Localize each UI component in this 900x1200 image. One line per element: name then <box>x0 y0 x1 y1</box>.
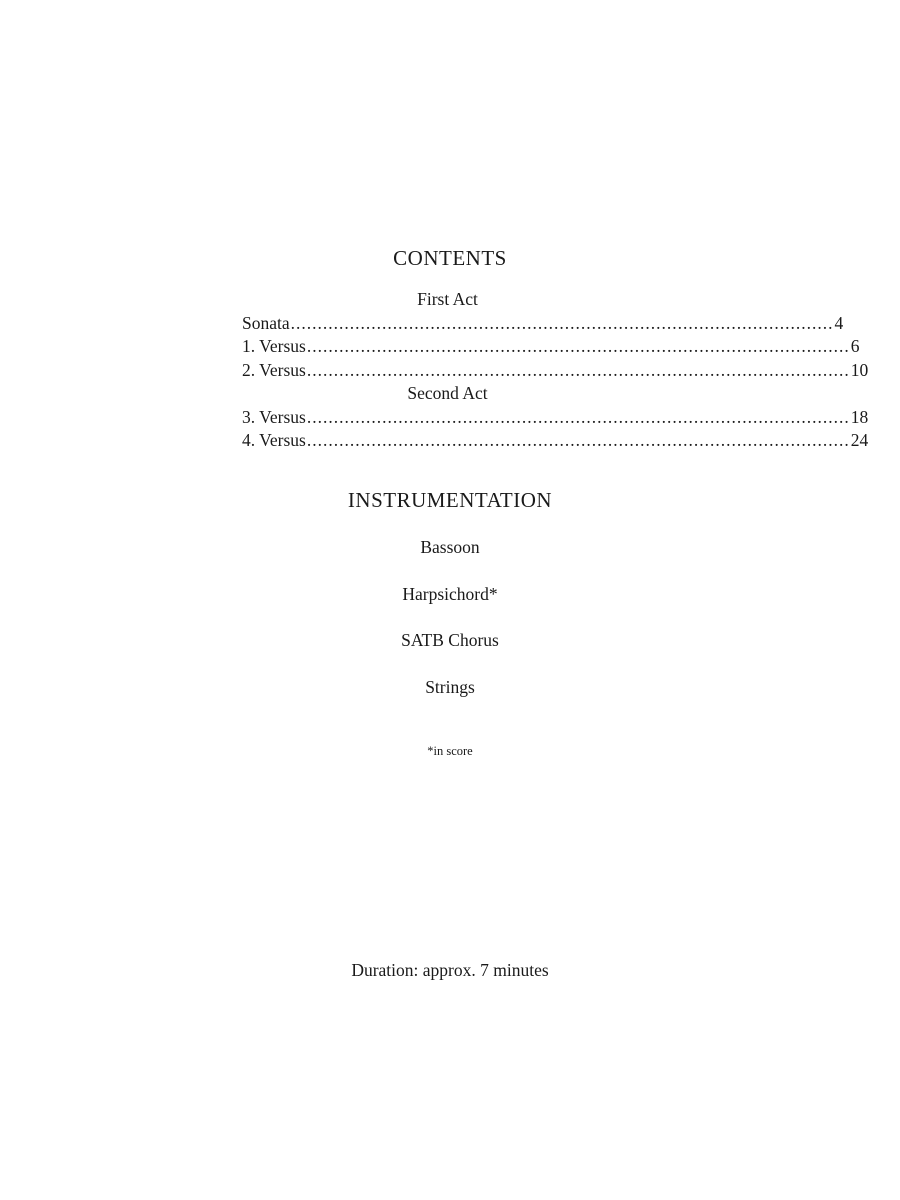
contents-heading: CONTENTS <box>393 246 507 270</box>
toc-entry-label: Sonata <box>242 312 290 333</box>
dot-leader: ..................................................................................................... <box>290 312 834 333</box>
dot-leader: ..................................................................................................... <box>306 430 850 450</box>
toc-entry-versus-4 <box>242 429 869 453</box>
toc-entry-label: 1. Versus <box>242 336 306 356</box>
dot-leader: ..................................................................................................... <box>306 359 850 380</box>
toc-entry-page: 10 <box>850 359 869 380</box>
toc-entry-label: 4. Versus <box>242 430 306 450</box>
act-title-second: Second Act <box>407 383 488 403</box>
toc-entry-label: 2. Versus <box>242 359 306 380</box>
dot-leader: ..................................................................................................... <box>306 336 850 356</box>
toc-entry-page: 6 <box>850 336 860 356</box>
instrumentation-heading: INSTRUMENTATION <box>347 488 553 512</box>
toc-entry-versus-2 <box>242 359 869 383</box>
instrumentation-list <box>0 535 900 721</box>
toc-entry-versus-1 <box>242 335 860 359</box>
instrument-harpsichord: Harpsichord* <box>402 583 498 604</box>
toc-entry-versus-3 <box>242 406 869 430</box>
instrument-strings: Strings <box>425 676 475 697</box>
toc-entry-page: 24 <box>850 430 869 450</box>
instrument-bassoon: Bassoon <box>420 537 480 557</box>
table-of-contents <box>242 288 869 453</box>
instrument-satb-chorus: SATB Chorus <box>401 630 499 650</box>
duration-note: Duration: approx. 7 minutes <box>351 960 549 980</box>
toc-entry-label: 3. Versus <box>242 406 306 427</box>
toc-entry-page: 18 <box>850 406 869 427</box>
toc-entry-sonata <box>242 312 844 336</box>
toc-entry-page: 4 <box>834 312 844 333</box>
instrumentation-footnote: *in score <box>427 744 473 758</box>
dot-leader: ..................................................................................................... <box>306 406 850 427</box>
act-title-first: First Act <box>417 289 478 309</box>
